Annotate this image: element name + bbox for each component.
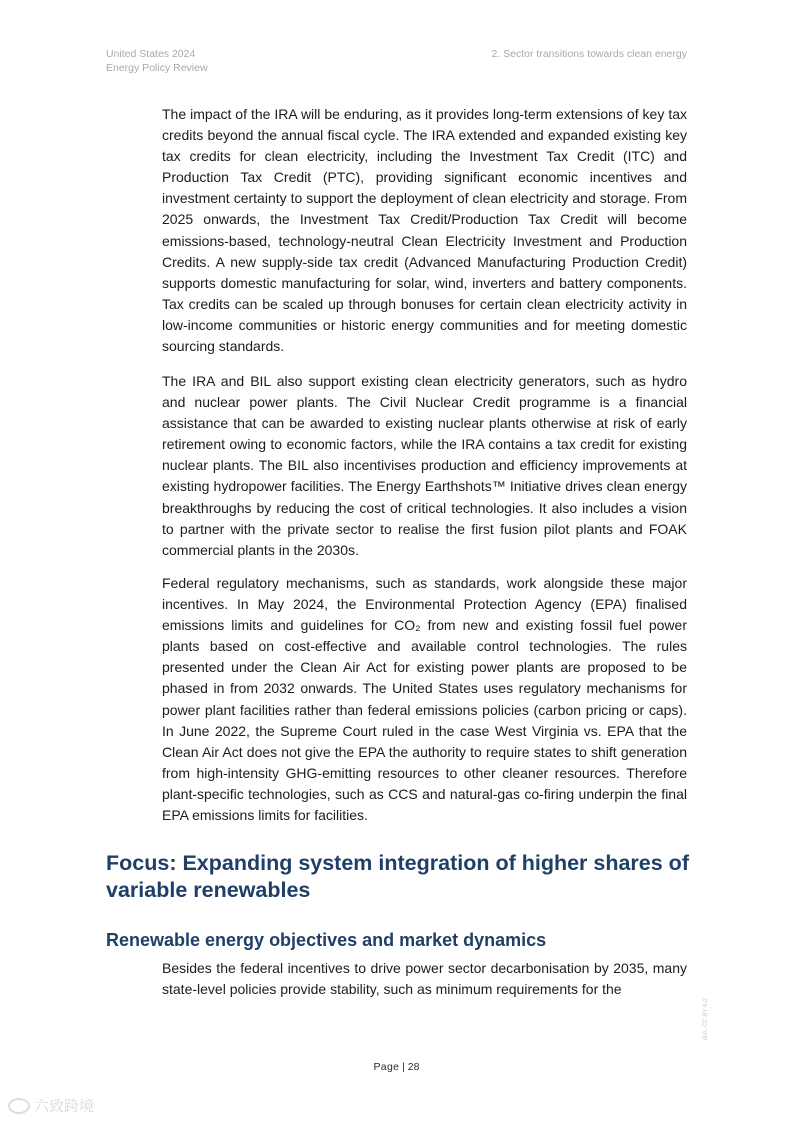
subsection-heading: Renewable energy objectives and market dynamics <box>106 930 547 950</box>
header-title-line2: Energy Policy Review <box>106 62 208 74</box>
header-chapter-title: 2. Sector transitions towards clean energy <box>491 48 687 60</box>
watermark-logo-icon <box>8 1098 30 1114</box>
license-note: IEA. CC BY 4.0. <box>703 997 709 1040</box>
watermark-text: 六致跨境 <box>34 1098 95 1115</box>
header-report-title <box>106 47 208 75</box>
watermark <box>8 1095 94 1116</box>
page-number <box>0 1061 793 1073</box>
paragraph-ira-tax-credits: The impact of the IRA will be enduring, as it provides long-term extensions of key tax credits beyond the annual fiscal cycle. The IRA extended and expanded existing key tax credits for clean electricity, including the Investment Tax Credit (ITC) and Production Tax Credit (PTC), providing significant economic incentives and investment certainty to support the deployment of clean electricity and storage. From 2025 onwards, the Investment Tax Credit/Production Tax Credit will become emissions-based, technology-neutral Clean Electricity Investment and Production Credits. A new supply-side tax credit (Advanced Manufacturing Production Credit) supports domestic manufacturing for solar, wind, inverters and battery components. Tax credits can be scaled up through bonuses for certain clean electricity activity in low-income communities or historic energy communities and for meeting domestic sourcing standards. <box>162 106 687 355</box>
page-number-value: 28 <box>407 1061 420 1073</box>
header-title-line1: United States 2024 <box>106 48 196 60</box>
section-heading: Focus: Expanding system integration of higher shares of variable renewables <box>106 851 689 902</box>
page-label: Page <box>373 1061 400 1073</box>
page-separator: | <box>399 1061 408 1073</box>
paragraph-regulatory-mechanisms: Federal regulatory mechanisms, such as standards, work alongside these major incentives. In May 2024, the Environmental Protection Agency (EPA) finalised emissions limits and guidelines for CO₂ from new and existing fossil fuel power plants based on cost-effective and available control technologies. The rules presented under the Clean Air Act for existing power plants are proposed to be phased in from 2032 onwards. The United States uses regulatory mechanisms for power plant facilities rather than federal emissions policies (carbon pricing or caps). In June 2022, the Supreme Court ruled in the case West Virginia vs. EPA that the Clean Air Act does not give the EPA the authority to require states to shift generation from high-intensity GHG-emitting resources to other cleaner resources. Therefore plant-specific technologies, such as CCS and natural-gas co-firing underpin the final EPA emissions limits for facilities. <box>162 575 687 824</box>
paragraph-state-policies: Besides the federal incentives to drive power sector decarbonisation by 2035, many state-level policies provide stability, such as minimum requirements for the <box>162 960 687 998</box>
paragraph-existing-generators: The IRA and BIL also support existing clean electricity generators, such as hydro and nuclear power plants. The Civil Nuclear Credit programme is a financial assistance that can be awarded to existing nuclear plants otherwise at risk of early retirement owing to economic factors, while the IRA contains a tax credit for existing nuclear plants. The BIL also incentivises production and efficiency improvements at existing hydropower facilities. The Energy Earthshots™ Initiative drives clean energy breakthroughs by reducing the cost of critical technologies. It also includes a vision to partner with the private sector to realise the first fusion pilot plants and FOAK commercial plants in the 2030s. <box>162 373 687 558</box>
